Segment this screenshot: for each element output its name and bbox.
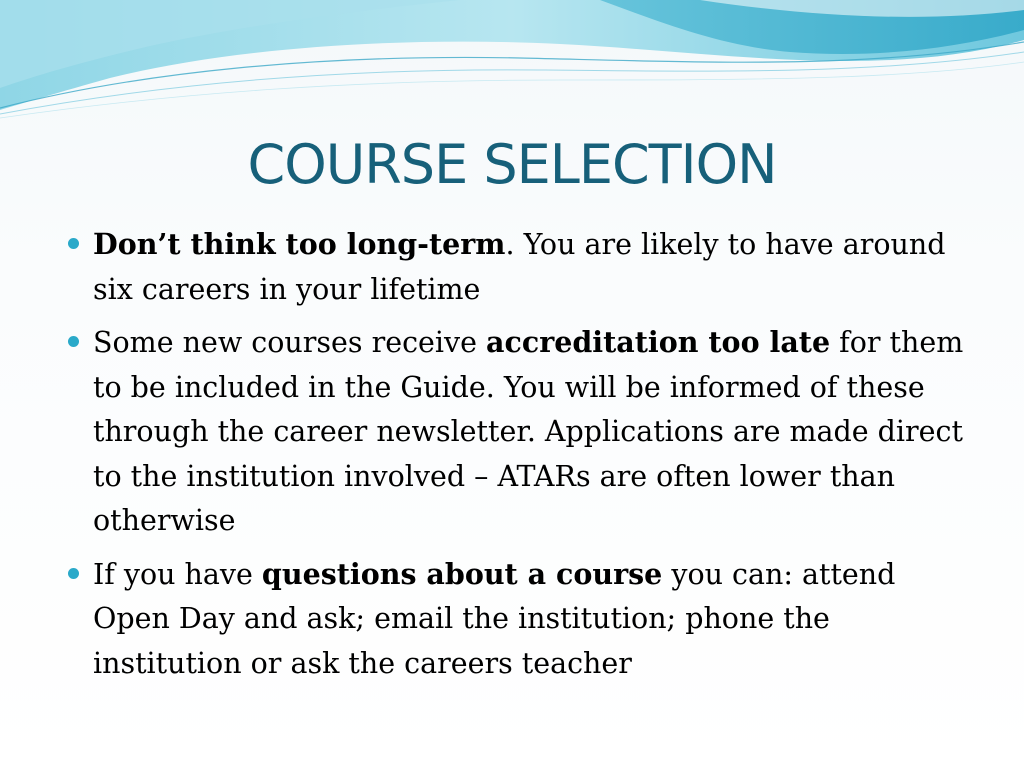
bullet-dot-icon — [68, 568, 79, 579]
bullet-bold-text: Don’t think too long-term — [93, 227, 506, 261]
bullet-item — [63, 552, 973, 687]
bullet-dot-icon — [68, 238, 79, 249]
bullet-text: for them to be included in the Guide. You will be informed of these through the career newsletter. Applications are made direct to the institution involved – ATARs are often lower than otherwise — [93, 326, 964, 537]
bullet-text: Some new courses receive — [93, 326, 487, 359]
wave-banner-decoration — [0, 0, 1024, 130]
bullet-dot-icon — [68, 336, 79, 347]
bullet-list — [63, 222, 973, 694]
bullet-item — [63, 320, 973, 544]
bullet-item — [63, 222, 973, 312]
bullet-text: you can: attend Open Day and ask; email the institution; phone the institution or ask the careers teacher — [93, 557, 896, 680]
bullet-bold-text: accreditation too late — [486, 325, 831, 359]
bullet-text: . You are likely to have around six careers in your lifetime — [93, 228, 946, 306]
bullet-bold-text: questions about a course — [261, 556, 663, 591]
bullet-text: If you have — [93, 557, 262, 591]
slide-title: COURSE SELECTION — [247, 133, 777, 196]
